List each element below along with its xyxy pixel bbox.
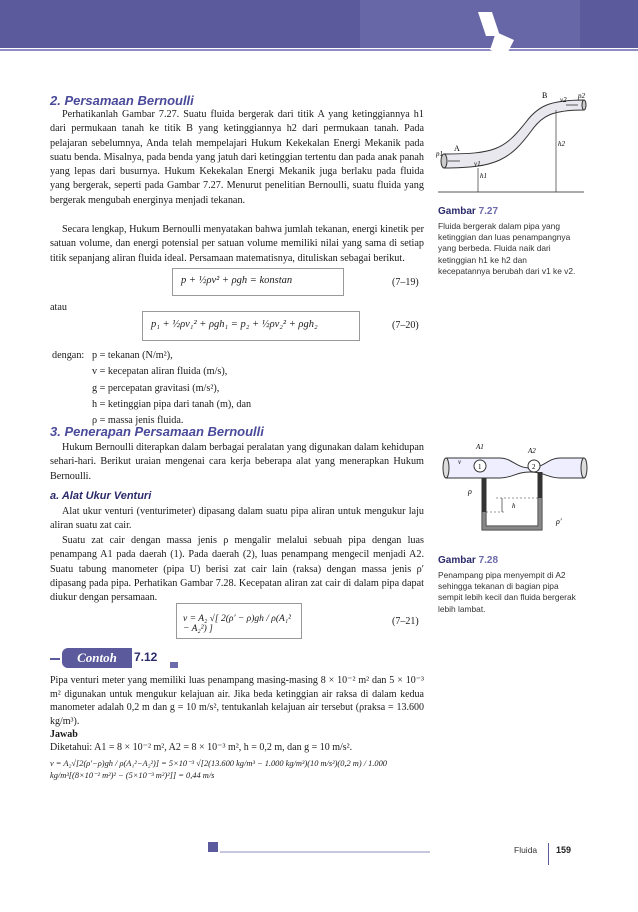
- atau-label: atau: [50, 302, 67, 313]
- label-h2: h2: [558, 140, 565, 148]
- section-title-bernoulli: 2. Persamaan Bernoulli: [50, 93, 194, 108]
- equation-7-20-text: p₁ + ½ρv₁² + ρgh₁ = p₂ + ½ρv₂² + ρgh₂: [151, 319, 318, 330]
- bernoulli-paragraph-1: Perhatikanlah Gambar 7.27. Suatu fluida bergerak dari titik A yang ketinggiannya h1 dari permukaan tanah ke titik B yang ketinggiannya h2 dari permukaan tanah. Pada pelajaran sebelumnya, Anda telah mempelajari Hukum Kekekalan Energi Mekanik pada suatu benda. Misalnya, pada benda yang jatuh dari ketinggian tertentu dan pada anak panah yang lepas dari busurnya. Hukum Kekekalan Energi Mekanik juga berlaku pada fluida yang bergerak, seperti pada Gambar 7.27. Menurut penelitian Bernoulli, suatu fluida yang bergerak mengubah energinya menjadi tekanan.: [50, 109, 424, 206]
- label-point-2: 2: [532, 463, 536, 471]
- header-emblem: [470, 10, 530, 60]
- def-gravity: g = percepatan gravitasi (m/s²),: [92, 382, 220, 394]
- def-density: ρ = massa jenis fluida.: [92, 415, 184, 427]
- header-rule: [0, 49, 638, 51]
- def-velocity: v = kecepatan aliran fluida (m/s),: [92, 366, 228, 378]
- dengan-label: dengan:: [52, 350, 85, 361]
- equation-7-20: [142, 311, 360, 341]
- label-A2: A2: [528, 447, 536, 455]
- label-p2: p2: [578, 92, 585, 100]
- contoh-label: Contoh: [62, 648, 132, 668]
- label-rho-prime: ρ′: [556, 517, 562, 526]
- pipe-body: [444, 100, 584, 168]
- label-A1: A1: [476, 443, 484, 451]
- label-h: h: [512, 502, 516, 510]
- equation-7-21-text: v = A₂ √[ 2(ρ′ − ρ)gh / ρ(A₁² − A₂²) ]: [183, 614, 291, 634]
- label-rho: ρ: [468, 487, 472, 496]
- contoh-number: 7.12: [134, 650, 158, 664]
- equation-7-19-text: p + ½ρv² + ρgh = konstan: [181, 275, 293, 286]
- label-h1: h1: [480, 172, 487, 180]
- page-number: 159: [556, 845, 572, 855]
- pipe-outlet: [582, 100, 586, 110]
- venturi-inlet: [443, 458, 449, 478]
- figure-7-27-number: 7.27: [478, 206, 499, 217]
- venturi-paragraph-1: Alat ukur venturi (venturimeter) dipasang dalam suatu pipa aliran untuk mengukur laju aliran suatu zat cair.: [50, 506, 424, 532]
- manometer-u-tube: [484, 472, 540, 528]
- def-pressure: p = tekanan (N/m²),: [92, 350, 173, 361]
- contoh-problem: Pipa venturi meter yang memiliki luas penampang masing-masing 8 × 10⁻² m² dan 5 × 10⁻³ m² digunakan untuk mengukur kelajuan air. Jika beda ketinggian air raksa di dalam kedua manometer adalah 0,2 m dan g = 10 m/s², tentukanlah kelajuan air tersebut (ρraksa = 13.600 kg/m³).: [50, 675, 424, 727]
- subsection-title-venturi: a. Alat Ukur Venturi: [50, 490, 152, 502]
- equation-7-20-number: (7–20): [392, 320, 419, 331]
- venturi-outlet: [581, 458, 587, 478]
- label-v2: v2: [560, 96, 567, 104]
- contoh-solution: v = A₂√[2(ρ′−ρ)gh / ρ(A₁²−A₂²)] = 5×10⁻³ √[2(13.600 kg/m³ − 1.000 kg/m³)(10 m/s²)(0,2 m) / 1.000 kg/m³[(8×10⁻² m²)² − (5×10⁻³ m²)²]] = 0,44 m/s: [50, 759, 387, 780]
- footer-decoration: [200, 836, 440, 856]
- label-point-1: 1: [478, 463, 482, 471]
- figure-7-28-caption: Penampang pipa menyempit di A2 sehingga tekanan di bagian pipa sempit lebih kecil dan fluida bergerak lebih lambat.: [438, 570, 576, 614]
- penerapan-paragraph: Hukum Bernoulli diterapkan dalam berbagai peralatan yang digunakan dalam kehidupan sehari-hari. Berikut uraian mengenai cara kerja beberapa alat yang menerapkan Hukum Bernoulli.: [50, 442, 424, 482]
- equation-7-21: [176, 603, 302, 639]
- equation-7-19: [172, 268, 344, 296]
- venturi-pipe: [446, 458, 584, 478]
- section-title-penerapan: 3. Penerapan Persamaan Bernoulli: [50, 424, 264, 439]
- footer-section: Fluida: [514, 845, 538, 855]
- figure-7-28-number: 7.28: [478, 555, 499, 566]
- label-p1: p1: [436, 150, 443, 158]
- figure-7-27-label: Gambar: [438, 206, 476, 217]
- figure-7-27-title: [438, 206, 498, 217]
- jawab-label: Jawab: [50, 729, 78, 740]
- figure-7-27-pipe-diagram: [434, 88, 590, 200]
- equation-7-21-number: (7–21): [392, 616, 419, 627]
- footer-divider: [548, 843, 549, 865]
- figure-7-28-label: Gambar: [438, 555, 476, 566]
- def-height: h = ketinggian pipa dari tanah (m), dan: [92, 398, 252, 410]
- diketahui-line: Diketahui: A1 = 8 × 10⁻² m², A2 = 8 × 10⁻³ m², h = 0,2 m, dan g = 10 m/s².: [50, 742, 353, 753]
- figure-7-28-venturi-diagram: [440, 440, 590, 540]
- label-v1: v1: [474, 160, 481, 168]
- label-A: A: [454, 144, 460, 153]
- figure-7-28-title: [438, 555, 498, 566]
- label-v: v: [458, 458, 462, 466]
- label-B: B: [542, 91, 548, 100]
- variable-definitions: [50, 347, 253, 430]
- venturi-paragraph-2: Suatu zat cair dengan massa jenis ρ mengalir melalui sebuah pipa dengan luas penampang A1 pada daerah (1). Pada daerah (2), luas penampang mengecil menjadi A2. Suatu tabung manometer (pipa U) berisi zat cair lain (raksa) dengan massa jenis ρ′ dipasang pada pipa. Perhatikan Gambar 7.28. Kecepatan aliran zat cair di dalam pipa dapat diukur dengan persamaan.: [50, 535, 424, 604]
- figure-7-27-caption: Fluida bergerak dalam pipa yang ketinggian dan luas penampangnya yang berbeda. Fluida naik dari ketinggian h1 ke h2 dan kecepatannya berubah dari v1 ke v2.: [438, 221, 576, 276]
- bernoulli-paragraph-2: Secara lengkap, Hukum Bernoulli menyatakan bahwa jumlah tekanan, energi kinetik per satuan volume, dan energi potensial per satuan volume memiliki nilai yang sama di setiap titik sepanjang aliran fluida ideal. Persamaan matematisnya, dituliskan sebagai berikut.: [50, 224, 424, 264]
- equation-7-19-number: (7–19): [392, 277, 419, 288]
